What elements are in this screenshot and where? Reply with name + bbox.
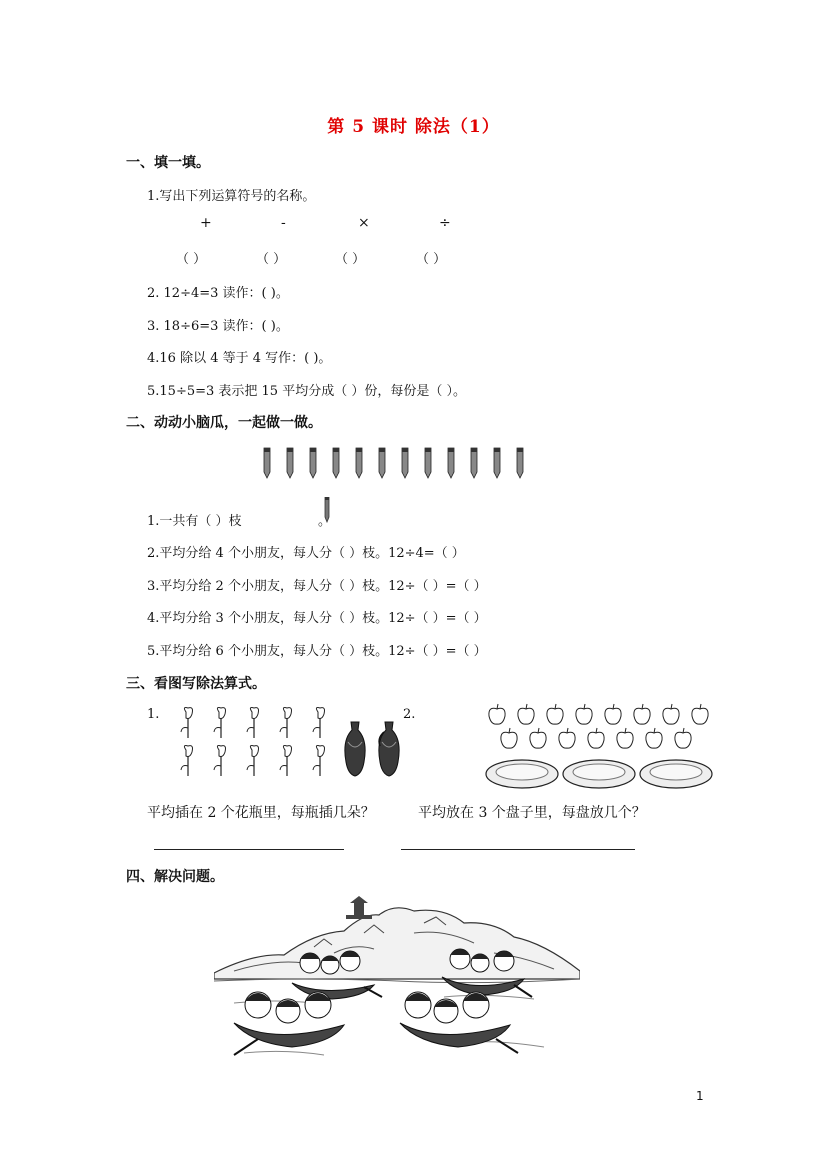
question-2-5: 5.平均分给 6 个小朋友，每人分（ ）枝。12÷（ ）=（ ） [147,644,487,659]
answer-blank-times[interactable]: （ ） [335,252,366,267]
section-2-heading: 二、动动小脑瓜，一起做一做。 [126,415,322,431]
pencil-icon [333,448,339,478]
question-1-1: 1.写出下列运算符号的名称。 [147,189,316,204]
apple-icon [547,704,563,724]
answer-blank-divide[interactable]: （ ） [416,252,447,267]
flower-icon [247,708,259,739]
pencil-icon [517,448,523,478]
answer-blank-plus[interactable]: （ ） [176,252,207,267]
flower-icon [313,746,325,777]
plate-icon [640,760,712,788]
pagoda-icon [346,896,372,919]
apple-icon [634,704,650,724]
answer-line-2[interactable] [401,849,635,850]
apple-icon [663,704,679,724]
question-2-1: 1.一共有（ ）枝 [147,514,242,529]
apple-icon [605,704,621,724]
apple-icon [588,728,604,748]
pencil-icon [425,448,431,478]
section-4-heading: 四、解决问题。 [126,869,224,885]
apple-icon [617,728,633,748]
question-2-2: 2.平均分给 4 个小朋友，每人分（ ）枝。12÷4=（ ） [147,546,465,561]
apple-icon [646,728,662,748]
flower-icon [313,708,325,739]
pencil-icon [379,448,385,478]
plate-icon [486,760,558,788]
apple-icon [489,704,505,724]
page-title: 第 5 课时 除法（1） [327,117,500,137]
question-1-3: 3. 18÷6=3 读作：( )。 [147,319,289,334]
flower-icon [214,746,226,777]
pencil-icon [448,448,454,478]
apple-icon [530,728,546,748]
question-1-4: 4.16 除以 4 等于 4 写作：( )。 [147,351,332,366]
section-3-heading: 三、看图写除法算式。 [126,676,266,692]
boat-bottom-right [400,992,518,1053]
apple-icon [559,728,575,748]
plus-symbol: + [200,215,212,231]
apple-icon [518,704,534,724]
apple-icon [692,704,708,724]
pencils-illustration [258,444,530,480]
plate-icon [563,760,635,788]
pencil-icon [471,448,477,478]
pencil-icon [356,448,362,478]
flower-icon [247,746,259,777]
flowers-and-vases-illustration [172,702,412,782]
pencil-icon [402,448,408,478]
picture-1-question: 平均插在 2 个花瓶里，每瓶插几朵？ [147,805,375,821]
answer-blank-minus[interactable]: （ ） [256,252,287,267]
vase-icon [379,722,399,776]
question-2-4: 4.平均分给 3 个小朋友，每人分（ ）枝。12÷（ ）=（ ） [147,611,487,626]
pencil-icon [310,448,316,478]
apple-icon [576,704,592,724]
divide-symbol: ÷ [439,215,451,231]
pencil-icon [264,448,270,478]
boats-on-lake-illustration [214,893,580,1073]
flower-icon [214,708,226,739]
flower-icon [280,708,292,739]
apples-and-plates-illustration [484,700,716,792]
picture-2-label: 2. [403,707,416,722]
times-symbol: × [358,215,370,231]
flower-icon [181,746,193,777]
question-2-1-end: 。 [318,514,332,529]
pencil-icon [494,448,500,478]
question-1-5: 5.15÷5=3 表示把 15 平均分成（ ）份，每份是（ ）。 [147,384,466,399]
flower-icon [181,708,193,739]
section-1-heading: 一、填一填。 [126,155,210,171]
picture-2-question: 平均放在 3 个盘子里，每盘放几个？ [418,805,646,821]
apple-icon [501,728,517,748]
minus-symbol: - [281,215,286,231]
page-number: 1 [696,1089,704,1103]
apple-icon [675,728,691,748]
pencil-icon [287,448,293,478]
answer-line-1[interactable] [154,849,344,850]
flower-icon [280,746,292,777]
vase-icon [345,722,365,776]
question-2-3: 3.平均分给 2 个小朋友，每人分（ ）枝。12÷（ ）=（ ） [147,579,487,594]
picture-1-label: 1. [147,707,160,722]
question-1-2: 2. 12÷4=3 读作：( )。 [147,286,289,301]
boat-bottom-left [234,992,344,1055]
